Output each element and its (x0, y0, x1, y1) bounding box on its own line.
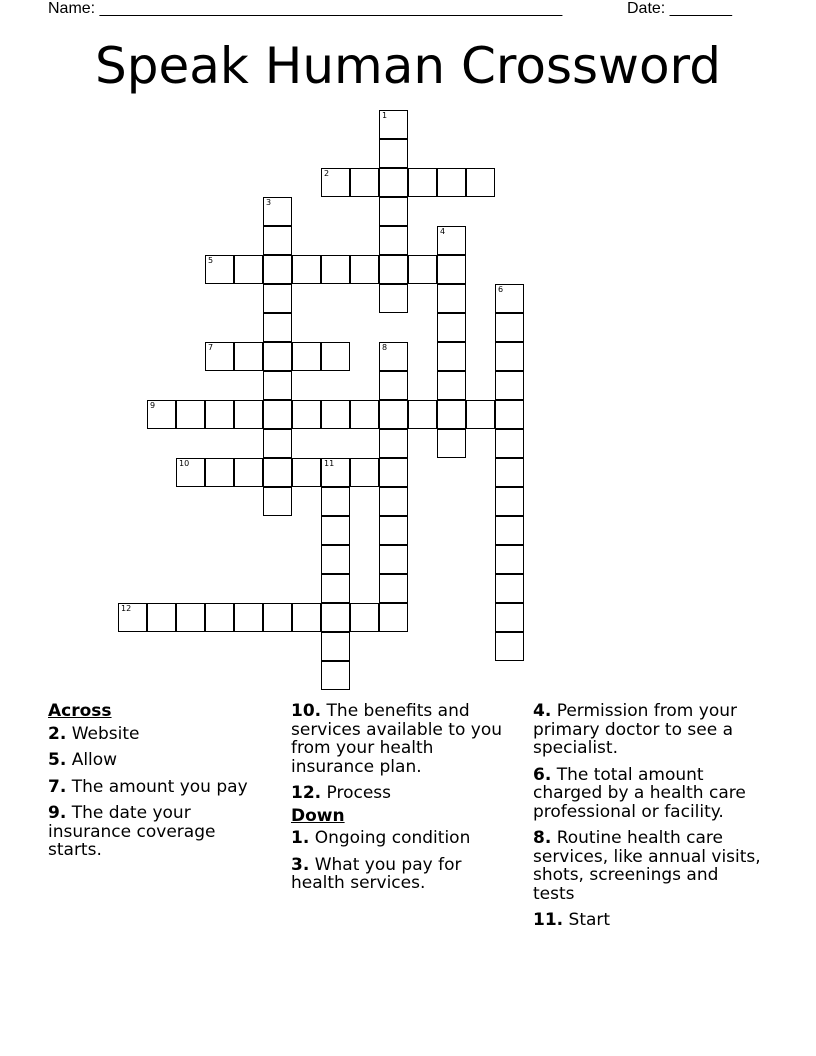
grid-cell[interactable] (176, 400, 205, 429)
cell-number: 4 (440, 227, 446, 236)
page-title: Speak Human Crossword (95, 37, 721, 95)
clue-number: 11. (533, 910, 564, 930)
grid-cell[interactable] (379, 516, 408, 545)
clue-across-5 (48, 751, 273, 770)
grid-cell[interactable] (379, 255, 408, 284)
grid-cell[interactable] (263, 400, 292, 429)
grid-cell[interactable] (437, 168, 466, 197)
grid-cell[interactable] (408, 400, 437, 429)
grid-cell[interactable] (292, 255, 321, 284)
cell-number: 7 (208, 343, 214, 352)
clue-down-4 (533, 702, 763, 758)
grid-cell[interactable] (408, 168, 437, 197)
clue-number: 12. (291, 783, 322, 803)
grid-cell[interactable] (321, 516, 350, 545)
cell-number: 9 (150, 401, 156, 410)
clue-text: What you pay for health services. (291, 854, 462, 893)
clue-text: Routine health care services, like annual visits, shots, screenings and tests (533, 828, 761, 904)
cell-number: 8 (382, 343, 388, 352)
name-line[interactable]: Name: ____________________________________________________ (48, 0, 563, 17)
clue-text: Website (71, 723, 140, 744)
clue-down-8 (533, 829, 763, 903)
grid-cell[interactable] (495, 574, 524, 603)
grid-cell[interactable] (292, 400, 321, 429)
grid-cell[interactable] (350, 458, 379, 487)
grid-cell[interactable] (263, 255, 292, 284)
grid-cell[interactable] (437, 429, 466, 458)
grid-cell[interactable] (379, 342, 408, 371)
grid-cell[interactable] (350, 603, 379, 632)
grid-cell[interactable] (147, 400, 176, 429)
clue-text: Process (326, 783, 392, 803)
clue-text: The date your insurance coverage starts. (48, 803, 216, 860)
grid-cell[interactable] (495, 516, 524, 545)
grid-cell[interactable] (495, 371, 524, 400)
cell-number: 10 (179, 459, 190, 468)
clue-number: 4. (533, 701, 552, 721)
clue-number: 5. (48, 750, 67, 770)
cell-number: 12 (121, 604, 132, 613)
clue-number: 3. (291, 854, 310, 875)
grid-cell[interactable] (495, 429, 524, 458)
date-line[interactable]: Date: _______ (627, 0, 732, 17)
grid-cell[interactable] (379, 574, 408, 603)
clue-across-10 (291, 702, 516, 776)
grid-cell[interactable] (263, 603, 292, 632)
clue-number: 8. (533, 828, 552, 848)
grid-cell[interactable] (495, 313, 524, 342)
grid-cell[interactable] (437, 371, 466, 400)
grid-cell[interactable] (321, 603, 350, 632)
clue-down-1 (291, 829, 516, 848)
grid-cell[interactable] (350, 255, 379, 284)
grid-cell[interactable] (437, 226, 466, 255)
grid-cell[interactable] (205, 255, 234, 284)
grid-cell[interactable] (350, 400, 379, 429)
grid-cell[interactable] (321, 632, 350, 661)
grid-cell[interactable] (495, 545, 524, 574)
cell-number: 11 (324, 459, 335, 468)
clue-text: The total amount charged by a health care professional or facility. (533, 764, 746, 822)
grid-cell[interactable] (321, 342, 350, 371)
grid-cell[interactable] (234, 400, 263, 429)
grid-cell[interactable] (379, 545, 408, 574)
grid-cell[interactable] (292, 603, 321, 632)
grid-cell[interactable] (176, 603, 205, 632)
grid-cell[interactable] (321, 487, 350, 516)
clue-number: 10. (291, 701, 322, 721)
grid-cell[interactable] (379, 371, 408, 400)
down-heading: Down (291, 805, 345, 826)
grid-cell[interactable] (263, 429, 292, 458)
grid-cell[interactable] (234, 342, 263, 371)
grid-cell[interactable] (205, 603, 234, 632)
grid-cell[interactable] (292, 458, 321, 487)
grid-cell[interactable] (379, 139, 408, 168)
grid-cell[interactable] (147, 603, 176, 632)
grid-cell[interactable] (321, 400, 350, 429)
grid-cell[interactable] (379, 284, 408, 313)
grid-cell[interactable] (495, 632, 524, 661)
grid-cell[interactable] (350, 168, 379, 197)
across-heading: Across (48, 701, 112, 721)
clue-text: The benefits and services available to you from your health insurance plan. (291, 701, 502, 777)
clue-down-3 (291, 856, 516, 893)
grid-cell[interactable] (205, 342, 234, 371)
grid-cell[interactable] (321, 574, 350, 603)
clue-column-1 (48, 702, 273, 868)
grid-cell[interactable] (321, 458, 350, 487)
grid-cell[interactable] (321, 255, 350, 284)
grid-cell[interactable] (379, 110, 408, 139)
clue-number: 7. (48, 776, 67, 797)
grid-cell[interactable] (263, 197, 292, 226)
grid-cell[interactable] (379, 487, 408, 516)
grid-cell[interactable] (437, 342, 466, 371)
clue-across-12 (291, 784, 516, 803)
grid-cell[interactable] (263, 342, 292, 371)
cell-number: 5 (208, 256, 214, 265)
grid-cell[interactable] (263, 371, 292, 400)
grid-cell[interactable] (379, 429, 408, 458)
grid-cell[interactable] (379, 197, 408, 226)
cell-number: 6 (498, 285, 504, 294)
grid-cell[interactable] (379, 400, 408, 429)
clue-across-9 (48, 804, 273, 860)
grid-cell[interactable] (495, 342, 524, 371)
grid-cell[interactable] (263, 284, 292, 313)
clue-across-7 (48, 778, 273, 797)
grid-cell[interactable] (234, 603, 263, 632)
grid-cell[interactable] (379, 458, 408, 487)
grid-cell[interactable] (205, 458, 234, 487)
grid-cell[interactable] (495, 284, 524, 313)
grid-cell[interactable] (263, 226, 292, 255)
grid-cell[interactable] (495, 487, 524, 516)
grid-cell[interactable] (408, 255, 437, 284)
grid-cell[interactable] (234, 255, 263, 284)
cell-number: 2 (324, 169, 330, 178)
grid-cell[interactable] (321, 168, 350, 197)
grid-cell[interactable] (437, 313, 466, 342)
clue-number: 1. (291, 828, 310, 848)
grid-cell[interactable] (466, 400, 495, 429)
clue-text: Permission from your primary doctor to see a specialist. (533, 701, 737, 758)
grid-cell[interactable] (495, 400, 524, 429)
clue-number: 9. (48, 803, 67, 823)
grid-cell[interactable] (263, 487, 292, 516)
grid-cell[interactable] (321, 661, 350, 690)
grid-cell[interactable] (495, 603, 524, 632)
grid-cell[interactable] (466, 168, 495, 197)
grid-cell[interactable] (176, 458, 205, 487)
clue-text: Allow (71, 750, 118, 770)
grid-cell[interactable] (437, 284, 466, 313)
grid-cell[interactable] (263, 458, 292, 487)
grid-cell[interactable] (437, 400, 466, 429)
clue-across-2 (48, 725, 273, 744)
grid-cell[interactable] (118, 603, 147, 632)
grid-cell[interactable] (234, 458, 263, 487)
clue-number: 2. (48, 723, 67, 744)
grid-cell[interactable] (379, 603, 408, 632)
clue-down-11 (533, 911, 763, 930)
grid-cell[interactable] (495, 458, 524, 487)
clue-text: Start (568, 910, 611, 930)
grid-cell[interactable] (263, 313, 292, 342)
grid-cell[interactable] (379, 226, 408, 255)
clue-text: Ongoing condition (314, 828, 471, 848)
clue-number: 6. (533, 764, 552, 785)
cell-number: 3 (266, 198, 272, 207)
grid-cell[interactable] (321, 545, 350, 574)
clue-column-2 (291, 702, 516, 901)
clue-text: The amount you pay (71, 776, 248, 797)
grid-cell[interactable] (292, 342, 321, 371)
grid-cell[interactable] (379, 168, 408, 197)
grid-cell[interactable] (205, 400, 234, 429)
cell-number: 1 (382, 111, 388, 120)
grid-cell[interactable] (437, 255, 466, 284)
clue-down-6 (533, 766, 763, 822)
clue-column-3 (533, 702, 763, 938)
